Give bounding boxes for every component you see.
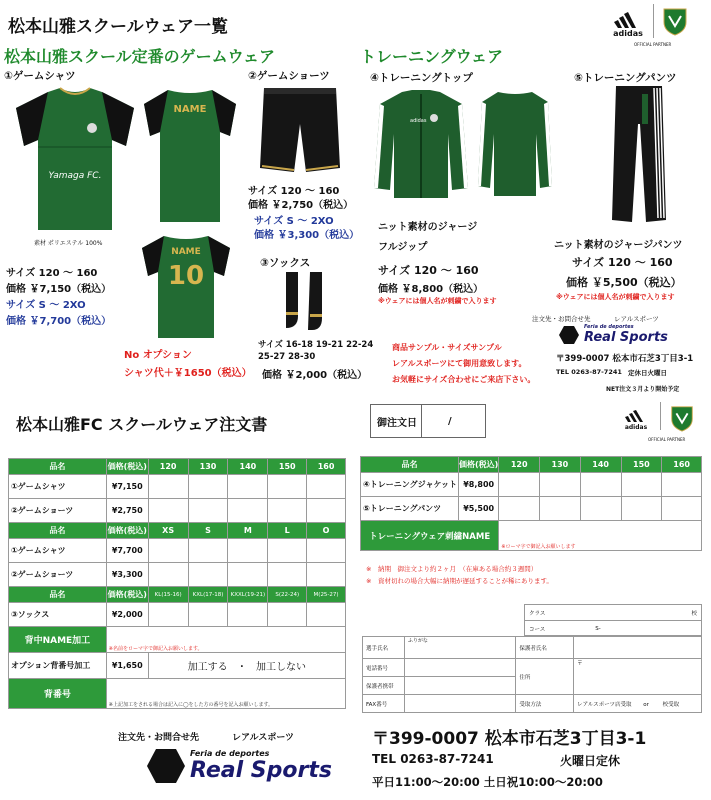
qty-cell[interactable] [307,603,346,627]
size-header: 160 [307,459,346,475]
shirt-price2: 価格 ￥7,700（税込） [6,316,112,327]
training-pants-desc: ニット素材のジャージパンツ [554,240,683,251]
phone-label: 電話番号 [363,659,405,677]
col-name-header: 品名 [9,587,107,603]
furigana-label: ふりがな [407,638,428,644]
course-value: S- [595,625,601,632]
training-heading: トレーニングウェア [360,47,504,66]
adidas-icon [620,406,656,430]
postal-mark: 〒 [577,661,583,667]
number-note: ※上記加工をされる場合は記入に◯をした方の番号を記入お願いします。 [108,702,274,708]
back-name-label: 背中NAME加工 [9,627,107,653]
option-no[interactable]: 加工しない [256,662,307,673]
real-sports-logo-small [558,324,668,345]
qty-cell[interactable] [499,497,540,521]
qty-cell[interactable] [268,603,307,627]
guardian-label: 保護者氏名 [516,637,574,659]
qty-cell[interactable] [621,497,662,521]
guardian-input[interactable] [574,637,702,659]
delivery-note1: ※ 納期 御注文より約２ヶ月 （在庫ある場合約３週間） [366,565,538,573]
table-row [361,497,702,521]
footer-contact-label: 注文先・お問合せ先 [118,733,200,743]
socks-price: 価格 ￥2,000（税込） [262,370,368,381]
number-label: 背番号 [9,679,107,709]
size-header: 150 [268,459,307,475]
item-name: ①ゲームシャツ [9,475,107,499]
item-name: ②ゲームショーツ [9,499,107,523]
size-header: 130 [540,457,581,473]
address-label: 住所 [516,659,574,695]
size-header: 120 [148,459,188,475]
qty-cell[interactable] [307,499,346,523]
table-row [9,539,346,563]
size-header: XS [148,523,188,539]
school-suffix: 校 [691,610,697,617]
training-top-back-image [476,88,554,198]
size-header: O [307,523,346,539]
qty-cell[interactable] [540,497,581,521]
crest-icon [660,6,690,36]
qty-cell[interactable] [580,497,621,521]
logo-divider [653,4,654,38]
embroidery-label: トレーニングウェア刺繍NAME [361,521,499,551]
received-label: 受取方法 [516,695,574,713]
number-row [9,679,346,709]
qty-cell[interactable] [188,563,228,587]
table-row [9,499,346,523]
qty-cell[interactable] [228,563,268,587]
adidas-logo [608,6,648,38]
crest-icon [668,404,696,432]
shirt-price1: 価格 ￥7,150（税込） [6,284,112,295]
option-price: ¥1,650 [106,653,148,679]
qty-cell[interactable] [148,563,188,587]
size-header: KL(15-16) [148,587,188,603]
qty-cell[interactable] [228,603,268,627]
qty-cell[interactable] [228,499,268,523]
real-sports-text: Real Sports [190,758,332,783]
class-label: クラス [529,610,546,617]
size-header: 140 [580,457,621,473]
training-pants-image [610,84,668,224]
item-price: ¥2,750 [106,499,148,523]
qty-cell[interactable] [148,475,188,499]
no-option-price: シャツ代＋￥1650（税込） [124,368,252,379]
item-name: ⑤トレーニングパンツ [361,497,459,521]
order-date-separator: / [448,415,452,427]
feria-text-small: Feria de deportes [584,324,634,330]
form-adidas-text: adidas [624,424,648,430]
customer-info-table [362,636,702,713]
player-input[interactable] [404,637,515,659]
qty-cell[interactable] [268,563,307,587]
qty-cell[interactable] [188,539,228,563]
table-row [9,563,346,587]
training-pants-label: ⑤トレーニングパンツ [574,72,677,84]
qty-cell[interactable] [148,539,188,563]
qty-cell[interactable] [148,603,188,627]
class-course-box [524,604,702,636]
size-header: S(22-24) [268,587,307,603]
qty-cell[interactable] [188,475,228,499]
col-price-header: 価格(税込) [106,459,148,475]
phone-input[interactable] [404,659,515,677]
item-price: ¥3,300 [106,563,148,587]
form-logo-divider [660,402,661,430]
school-receive: 校受取 [662,701,680,708]
address-input[interactable] [574,659,702,695]
embroidery-row [361,521,702,551]
qty-cell[interactable] [148,499,188,523]
item-price: ¥8,800 [458,473,498,497]
size-header: KXL(17-18) [188,587,228,603]
footer-closed: 火曜日定休 [560,754,621,768]
shorts-price2: 価格 ￥3,300（税込） [254,230,360,241]
training-top-price: 価格 ￥8,800（税込） [378,284,484,295]
order-table-training [360,456,702,551]
back-name-note: ※名前をローマ字で御記入お願いします。 [108,646,203,652]
form-adidas-logo [620,406,656,430]
qty-cell[interactable] [188,499,228,523]
item-price: ¥5,500 [458,497,498,521]
table-row [9,603,346,627]
qty-cell[interactable] [499,473,540,497]
qty-cell[interactable] [307,475,346,499]
option-label: オプション背番号加工 [9,653,107,679]
training-pants-size: サイズ 120 ～ 160 [572,256,673,269]
socks-image [282,270,332,332]
real-sports-text-small: Real Sports [584,330,668,345]
delivery-note2: ※ 資材切れの場合大幅に納期が遅延することが稀にあります。 [366,577,553,585]
player-label: 選手氏名 [363,637,405,659]
game-shirt-front-image [10,86,140,234]
received-value: レアルスポーツ店受取 [577,701,632,708]
fax-input[interactable] [404,695,515,713]
size-header: 120 [499,457,540,473]
shirt-size1: サイズ 120 ～ 160 [6,268,98,279]
col-price-header: 価格(税込) [106,523,148,539]
training-top-label: ④トレーニングトップ [370,72,473,84]
fabric-text: 素材 ポリエステル 100% [34,240,103,247]
page-title: 松本山雅スクールウェア一覧 [8,17,228,37]
shorts-label: ②ゲームショーツ [248,70,330,82]
option-yes[interactable]: 加工する [187,662,228,673]
svg-text:adidas: adidas [410,118,427,124]
item-price: ¥7,150 [106,475,148,499]
socks-label: ③ソックス [260,257,311,269]
game-shorts-image [258,84,342,176]
col-name-header: 品名 [9,523,107,539]
header-row-kids [9,459,346,475]
shorts-price1: 価格 ￥2,750（税込） [248,200,354,211]
qty-cell[interactable] [268,539,307,563]
number-input[interactable] [106,679,345,709]
feria-text: Feria de deportes [190,749,270,758]
adidas-text: adidas [613,29,643,38]
qty-cell[interactable] [307,563,346,587]
table-row [361,473,702,497]
qty-cell[interactable] [268,475,307,499]
order-date-box[interactable] [370,404,486,438]
back-name-input[interactable] [106,627,345,653]
option-dot: ・ [236,662,247,673]
size-header: 130 [188,459,228,475]
guardian-mobile-label: 保護者携帯 [363,677,405,695]
course-label: コース [529,626,546,633]
training-top-desc1: ニット素材のジャージ [378,222,478,233]
socks-size-b: 25-27 28-30 [258,352,316,362]
yamaga-crest [660,6,690,36]
size-header: KXXL(19-21) [228,587,268,603]
received-or: or [643,701,649,708]
game-heading: 松本山雅スクール定番のゲームウェア [4,47,276,66]
order-table-game [8,458,346,709]
col-price-header: 価格(税込) [458,457,498,473]
sample-line2: レアルスポーツにて御用意致します。 [392,359,527,368]
col-name-header: 品名 [9,459,107,475]
qty-cell[interactable] [580,473,621,497]
game-shirt-back-image [142,86,238,224]
shorts-size2: サイズ S ～ 2XO [254,216,334,227]
qty-cell[interactable] [228,539,268,563]
training-pants-note: ※ウェアには個人名が刺繍で入ります [556,293,675,301]
option-choice[interactable] [148,653,345,679]
shorts-size1: サイズ 120 ～ 160 [248,186,340,197]
option-row [9,653,346,679]
header-row-adult [9,523,346,539]
training-top-size: サイズ 120 ～ 160 [378,264,479,277]
form-partner-text: OFFICIAL PARTNER [648,437,686,442]
number-name-text: NAME [171,247,201,257]
partner-text: OFFICIAL PARTNER [634,42,672,47]
item-price: ¥2,000 [106,603,148,627]
number-text: 10 [167,261,205,291]
shop-closed: 定休日火曜日 [628,369,667,377]
footer-shop-name: レアルスポーツ [232,733,295,743]
adidas-icon [608,6,648,38]
hexagon-logo-icon [558,325,580,345]
size-header: 150 [621,457,662,473]
footer-hours: 平日11:00～20:00 土日祝10:00～20:00 [372,775,603,789]
size-header: M(25-27) [307,587,346,603]
shirt-size2: サイズ S ～ 2XO [6,300,86,311]
shop-contact-small: 注文先・お問合せ先 [532,315,591,323]
guardian-mobile-input[interactable] [404,677,515,695]
size-header: S [188,523,228,539]
sample-line1: 商品サンプル・サイズサンプル [392,343,502,352]
received-input[interactable] [574,695,702,713]
game-shirt-number-image [140,232,232,340]
socks-size-a: サイズ 16-18 19-21 22-24 [258,340,374,350]
training-pants-price: 価格 ￥5,500（税込） [566,276,682,289]
qty-cell[interactable] [188,603,228,627]
footer-address: 〒399-0007 松本市石芝3丁目3-1 [372,729,647,749]
item-name: ④トレーニングジャケット [361,473,459,497]
embroidery-input[interactable] [499,521,702,551]
size-header: 160 [662,457,702,473]
header-row-training [361,457,702,473]
qty-cell[interactable] [621,473,662,497]
sample-line3: お気軽にサイズ合わせにご来店下さい。 [392,375,536,384]
embroidery-note: ※ローマ字で御記入お願いします [501,544,576,550]
qty-cell[interactable] [662,497,702,521]
training-top-desc2: フルジップ [378,242,428,253]
shop-tel: TEL 0263-87-7241 [556,368,622,376]
qty-cell[interactable] [307,539,346,563]
size-header: M [228,523,268,539]
shop-name-small: レアルスポーツ [614,315,659,323]
order-date-label: 御注文日 [371,405,422,437]
back-name-row [9,627,346,653]
qty-cell[interactable] [268,499,307,523]
shirt-label: ①ゲームシャツ [4,70,76,82]
size-header: 140 [228,459,268,475]
qty-cell[interactable] [540,473,581,497]
header-row-socks [9,587,346,603]
form-yamaga-crest [668,404,696,432]
size-header: L [268,523,307,539]
training-top-note: ※ウェアには個人名が刺繍で入ります [378,297,497,305]
fax-label: FAX番号 [363,695,405,713]
col-price-header: 価格(税込) [106,587,148,603]
training-top-front-image [372,88,470,200]
item-name: ①ゲームシャツ [9,539,107,563]
shop-net: NET注文３月より開始予定 [606,386,680,393]
no-option: No オプション [124,350,192,361]
form-title: 松本山雅FC スクールウェア注文書 [16,415,268,434]
qty-cell[interactable] [662,473,702,497]
col-name-header: 品名 [361,457,459,473]
item-price: ¥7,700 [106,539,148,563]
shop-address: 〒399-0007 松本市石芝3丁目3-1 [556,354,694,364]
qty-cell[interactable] [228,475,268,499]
hexagon-logo-icon [146,748,186,784]
real-sports-logo [146,748,332,784]
footer-tel: TEL 0263-87-7241 [372,752,494,766]
back-name-text: NAME [173,104,207,115]
front-crest-text: Yamaga FC. [48,171,102,181]
table-row [9,475,346,499]
item-name: ②ゲームショーツ [9,563,107,587]
item-name: ③ソックス [9,603,107,627]
